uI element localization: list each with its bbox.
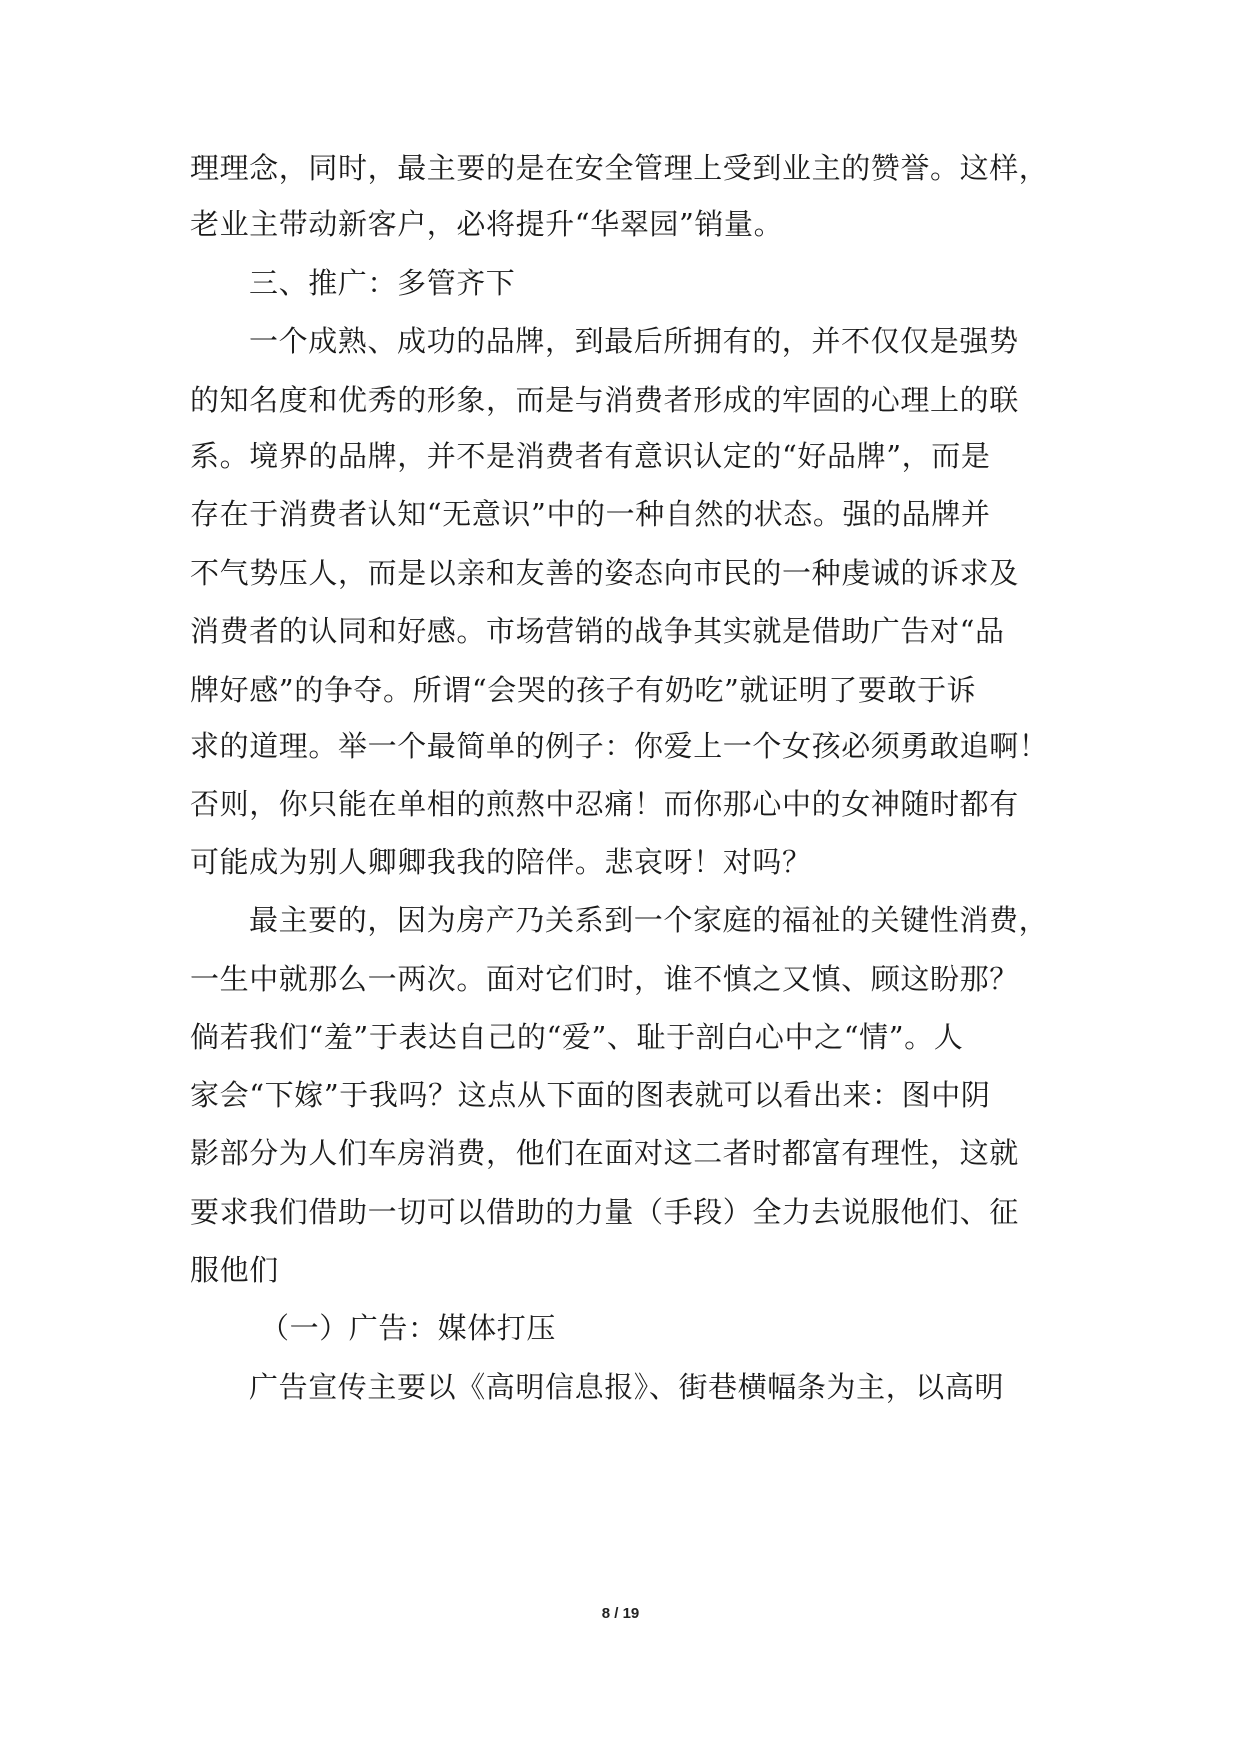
text-line: 最主要的，因为房产乃关系到一个家庭的福祉的关键性消费， (249, 903, 1049, 937)
text-line: 求的道理。举一个最简单的例子：你爱上一个女孩必须勇敢追啊！ (190, 729, 1049, 763)
text-line: 影部分为人们车房消费，他们在面对这二者时都富有理性，这就 (190, 1136, 1019, 1170)
text-line: 要求我们借助一切可以借助的力量（手段）全力去说服他们、征 (190, 1195, 1019, 1229)
text-line: 牌好感”的争夺。所谓“会哭的孩子有奶吃”就证明了要敢于诉 (190, 673, 977, 707)
text-line: 广告宣传主要以《高明信息报》、街巷横幅条为主，以高明 (249, 1370, 1005, 1404)
text-line: 理理念，同时，最主要的是在安全管理上受到业主的赞誉。这样， (190, 151, 1049, 185)
subsection-heading: （一）广告：媒体打压 (260, 1311, 557, 1345)
text-line: 老业主带动新客户，必将提升“华翠园”销量。 (190, 207, 784, 241)
text-line: 一生中就那么一两次。面对它们时，谁不慎之又慎、顾这盼那？ (190, 962, 1019, 996)
text-line: 服他们 (190, 1253, 279, 1287)
text-line: 倘若我们“羞”于表达自己的“爱”、耻于剖白心中之“情”。人 (190, 1020, 964, 1054)
text-line: 的知名度和优秀的形象，而是与消费者形成的牢固的心理上的联 (190, 383, 1019, 417)
section-heading: 三、推广：多管齐下 (249, 266, 516, 300)
text-line: 否则，你只能在单相的煎熬中忍痛！而你那心中的女神随时都有 (190, 787, 1019, 821)
page-number: 8 / 19 (601, 1605, 640, 1622)
text-line: 家会“下嫁”于我吗？这点从下面的图表就可以看出来：图中阴 (190, 1078, 991, 1112)
text-line: 消费者的认同和好感。市场营销的战争其实就是借助广告对“品 (190, 614, 1005, 648)
text-line: 系。境界的品牌，并不是消费者有意识认定的“好品牌”，而是 (190, 439, 991, 473)
text-line: 存在于消费者认知“无意识”中的一种自然的状态。强的品牌并 (190, 497, 991, 531)
text-line: 一个成熟、成功的品牌，到最后所拥有的，并不仅仅是强势 (249, 324, 1019, 358)
text-line: 不气势压人，而是以亲和友善的姿态向市民的一种虔诚的诉求及 (190, 556, 1019, 590)
text-line: 可能成为别人卿卿我我的陪伴。悲哀呀！对吗？ (190, 845, 812, 879)
